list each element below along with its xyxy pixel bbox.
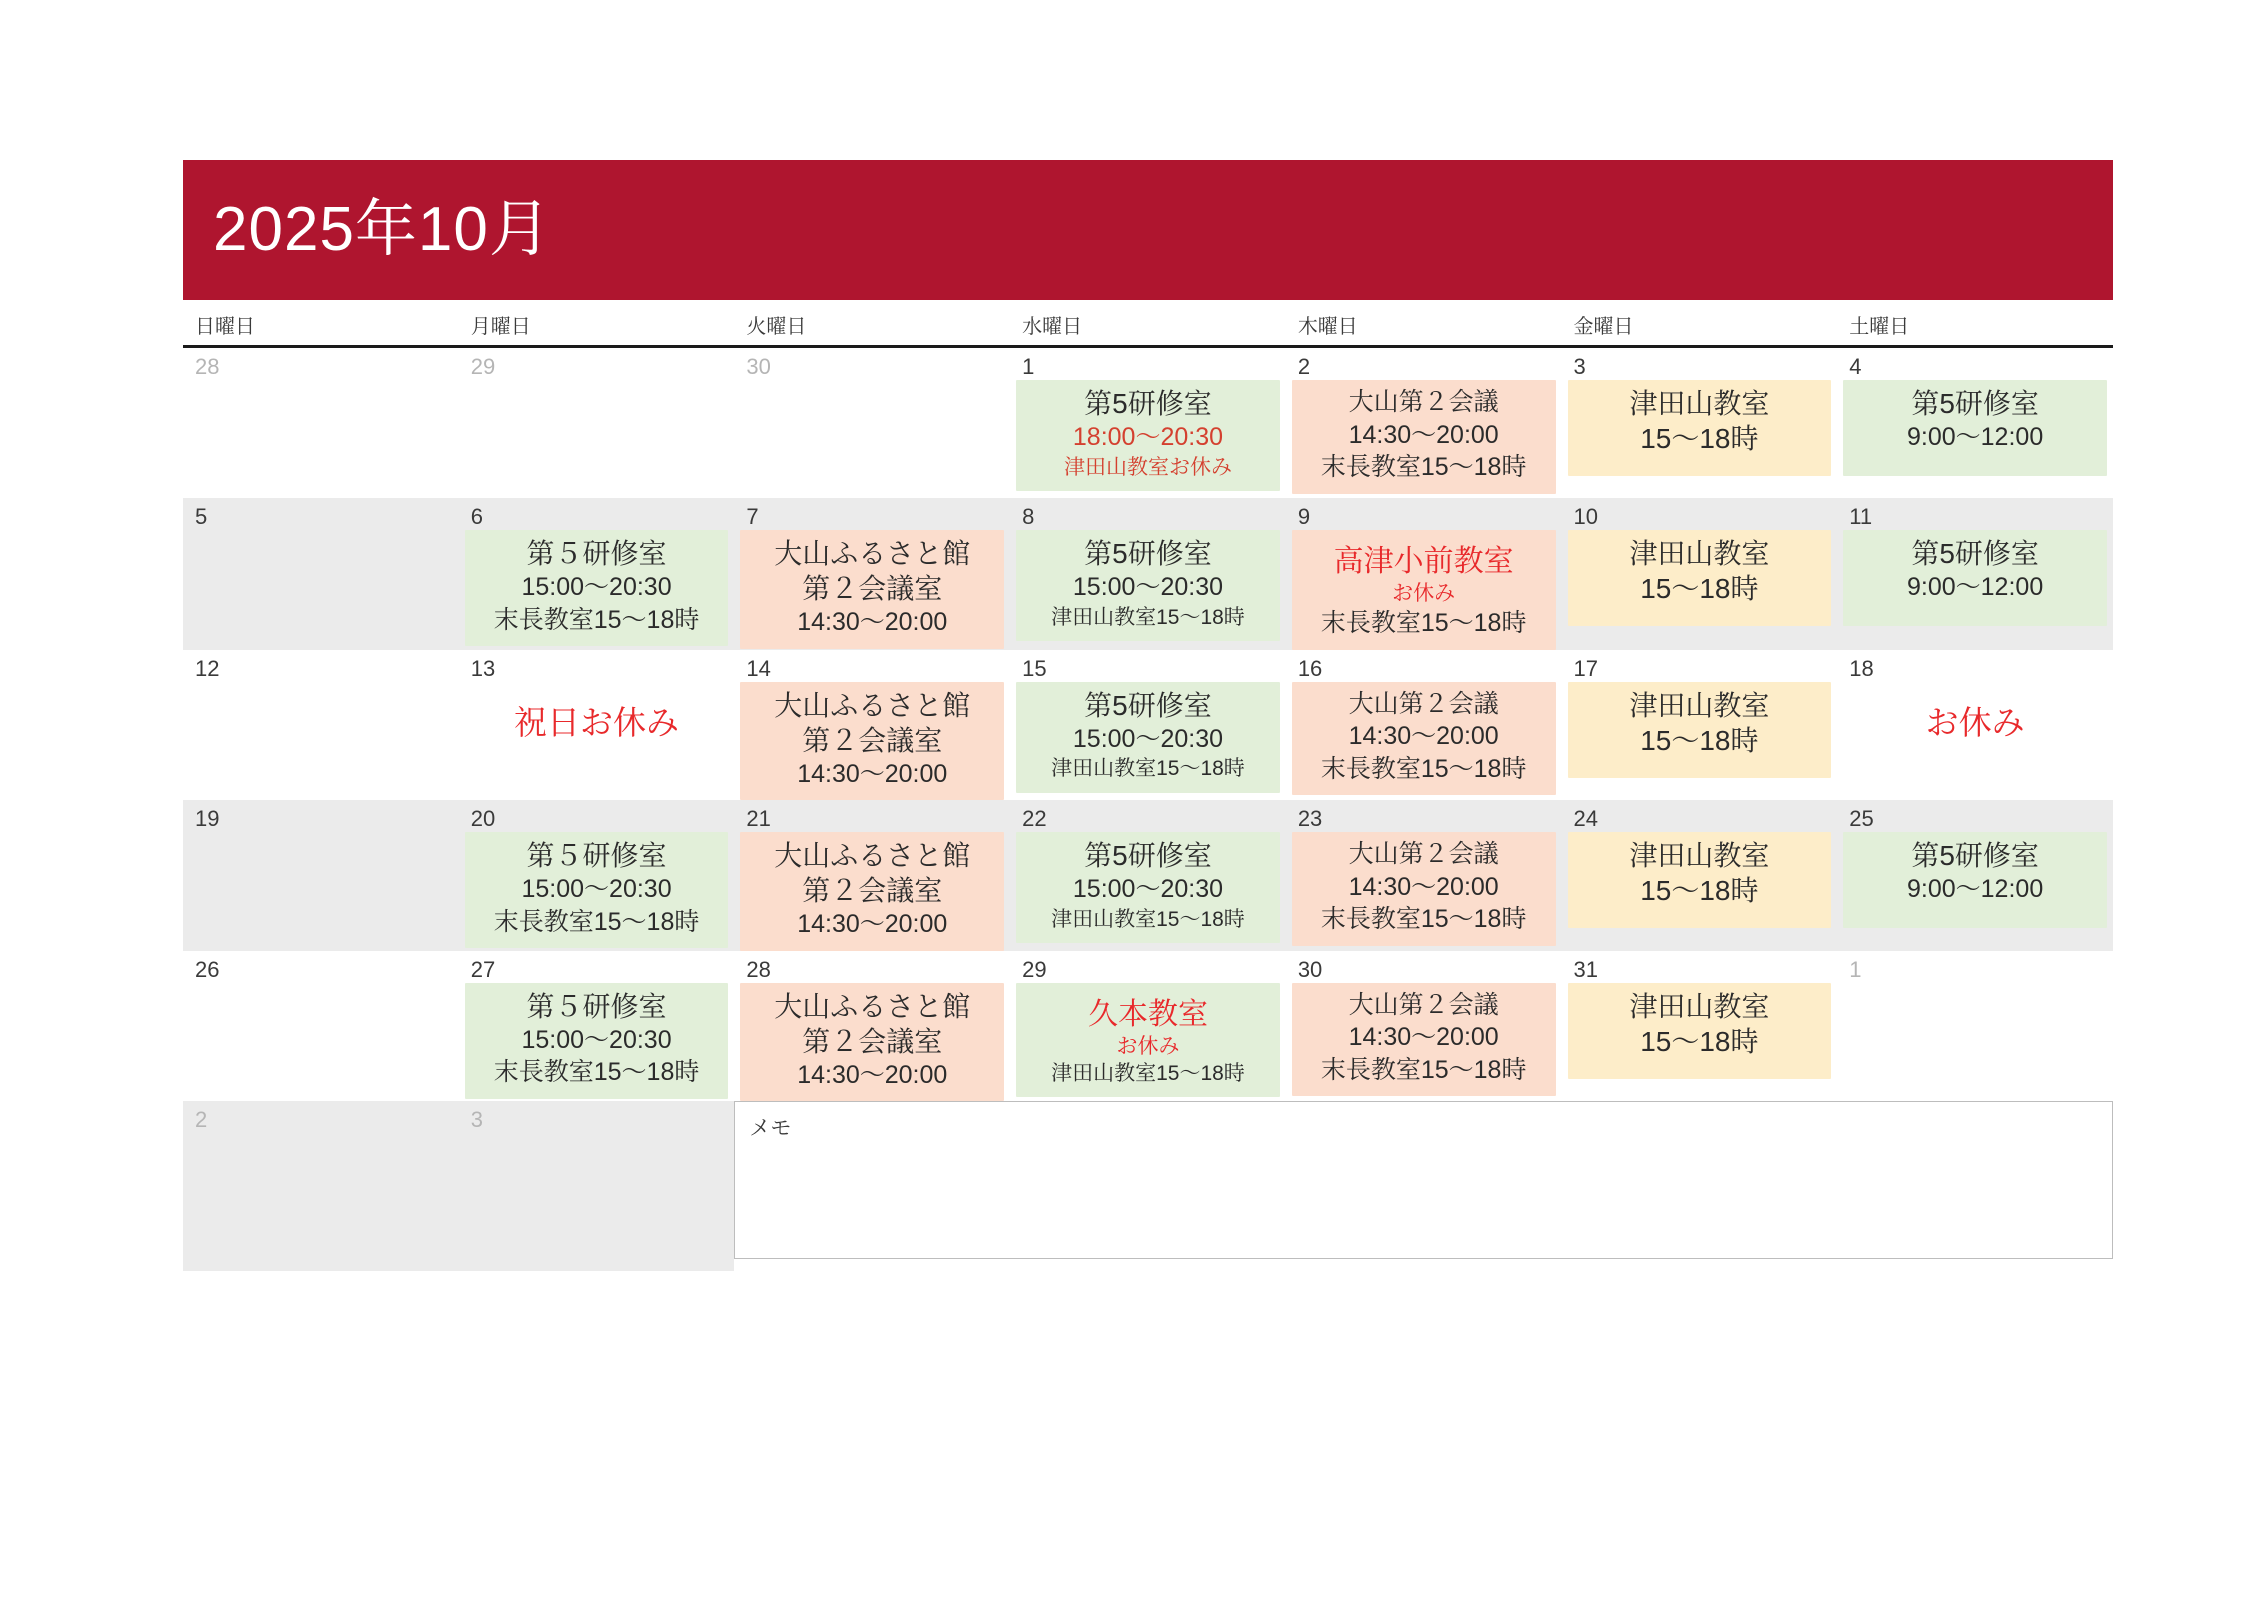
event-line: 第5研修室 xyxy=(1911,388,2039,419)
event-line: 津田山教室お休み xyxy=(1063,455,1232,479)
event-line: 津田山教室 xyxy=(1629,990,1770,1022)
day-event-block[interactable] xyxy=(465,682,729,778)
event-line: 大山ふるさと館 xyxy=(774,840,971,872)
day-number: 27 xyxy=(470,956,496,982)
event-line: 第5研修室 xyxy=(1911,840,2039,872)
calendar-day-cell[interactable] xyxy=(1837,498,2113,650)
calendar-day-cell[interactable] xyxy=(1010,951,1286,1102)
day-number: 8 xyxy=(1022,504,1035,529)
title-banner xyxy=(183,160,2113,300)
calendar-week-row xyxy=(183,951,2113,1102)
day-event-block[interactable] xyxy=(740,983,1004,1102)
day-number: 5 xyxy=(195,504,208,529)
day-event-block[interactable] xyxy=(1843,380,2107,476)
event-line: 9:00～12:00 xyxy=(1907,423,2044,451)
calendar-day-cell[interactable] xyxy=(1837,951,2113,1102)
day-number: 21 xyxy=(746,806,771,832)
event-line: 第５研修室 xyxy=(526,538,667,569)
calendar-container xyxy=(183,160,2113,1271)
event-line: 第5研修室 xyxy=(1084,689,1212,721)
day-number: 11 xyxy=(1849,504,1873,529)
event-line: 第5研修室 xyxy=(1084,538,1212,569)
event-line: お休み xyxy=(1116,1034,1180,1058)
event-line: 14:30～20:00 xyxy=(797,759,948,788)
event-line: 津田山教室 xyxy=(1629,840,1770,872)
calendar-day-cell[interactable] xyxy=(734,498,1010,650)
event-line: 大山第２会議 xyxy=(1348,689,1499,718)
event-line: 14:30～20:00 xyxy=(797,1060,948,1089)
day-number: 17 xyxy=(1573,655,1598,681)
day-event-block[interactable] xyxy=(1843,832,2107,928)
event-line: 第２会議室 xyxy=(802,724,943,756)
day-number: 29 xyxy=(470,354,496,379)
event-line: 大山ふるさと館 xyxy=(774,538,971,569)
calendar-day-cell[interactable] xyxy=(459,1101,735,1271)
calendar-day-cell[interactable] xyxy=(734,951,1010,1102)
event-line: 津田山教室15～18時 xyxy=(1051,907,1245,931)
day-number: 1 xyxy=(1849,956,1862,982)
calendar-day-cell[interactable] xyxy=(1010,650,1286,801)
event-line: 15:00～20:30 xyxy=(1072,573,1224,601)
day-number: 12 xyxy=(195,655,220,681)
event-line: 末長教室15～18時 xyxy=(1320,609,1527,638)
day-event-block[interactable] xyxy=(1292,983,1556,1097)
day-number: 22 xyxy=(1022,806,1047,832)
day-number: 3 xyxy=(1573,354,1586,379)
calendar-day-cell[interactable] xyxy=(1286,951,1562,1102)
calendar-day-cell[interactable] xyxy=(1837,347,2113,499)
event-line: 末長教室15～18時 xyxy=(1320,905,1527,934)
event-line: 末長教室15～18時 xyxy=(1320,754,1527,783)
day-number: 18 xyxy=(1849,655,1874,681)
event-line: 大山第２会議 xyxy=(1348,990,1499,1019)
day-number: 30 xyxy=(746,354,771,379)
calendar-day-cell[interactable] xyxy=(1286,498,1562,650)
calendar-table xyxy=(183,300,2113,1271)
day-number: 25 xyxy=(1849,806,1874,832)
event-line: 祝日お休み xyxy=(514,703,680,741)
calendar-week-row xyxy=(183,498,2113,650)
event-line: 14:30～20:00 xyxy=(1348,420,1499,449)
event-line: 津田山教室15～18時 xyxy=(1051,757,1245,781)
calendar-day-cell[interactable] xyxy=(1837,800,2113,951)
day-number: 1 xyxy=(1022,354,1035,379)
calendar-day-cell[interactable] xyxy=(1562,951,1838,1102)
weekday-header-sat: 土曜日 xyxy=(1837,300,2113,347)
weekday-header-thu: 木曜日 xyxy=(1286,300,1562,347)
event-line: 末長教室15～18時 xyxy=(493,605,700,634)
day-event-block[interactable] xyxy=(465,983,729,1099)
day-number: 26 xyxy=(195,956,220,982)
event-line: 第２会議室 xyxy=(802,1025,943,1057)
day-number: 19 xyxy=(195,806,220,832)
calendar-day-cell[interactable] xyxy=(183,1101,459,1271)
calendar-body xyxy=(183,347,2113,1272)
event-line: 第５研修室 xyxy=(526,840,667,872)
day-event-block[interactable] xyxy=(465,530,729,646)
day-event-block[interactable] xyxy=(740,530,1004,649)
memo-row xyxy=(183,1101,2113,1271)
day-number: 29 xyxy=(1022,956,1047,982)
event-line: 15～18時 xyxy=(1640,724,1759,756)
event-line: 津田山教室15～18時 xyxy=(1051,1062,1245,1086)
calendar-week-row xyxy=(183,800,2113,951)
event-line: 14:30～20:00 xyxy=(1348,872,1499,901)
calendar-day-cell[interactable] xyxy=(459,650,735,801)
calendar-day-cell[interactable] xyxy=(183,347,459,499)
day-event-block[interactable] xyxy=(740,682,1004,801)
event-line: 大山第２会議 xyxy=(1348,388,1499,416)
day-event-block[interactable] xyxy=(1016,380,1280,491)
day-event-block[interactable] xyxy=(1016,832,1280,943)
weekday-header-row xyxy=(183,300,2113,347)
calendar-day-cell[interactable] xyxy=(1286,650,1562,801)
calendar-day-cell[interactable] xyxy=(1010,498,1286,650)
event-line: 末長教室15～18時 xyxy=(1320,1055,1527,1084)
day-event-block[interactable] xyxy=(1292,682,1556,796)
event-line: 津田山教室 xyxy=(1629,538,1770,569)
day-number: 23 xyxy=(1297,806,1323,832)
day-number: 28 xyxy=(195,354,220,379)
calendar-day-cell[interactable] xyxy=(459,951,735,1102)
event-line: 14:30～20:00 xyxy=(1348,722,1499,751)
day-number: 16 xyxy=(1297,655,1323,681)
event-line: 末長教室15～18時 xyxy=(1320,453,1527,481)
weekday-header-tue: 火曜日 xyxy=(734,300,1010,347)
event-line: 第5研修室 xyxy=(1084,388,1212,419)
day-number: 20 xyxy=(470,806,496,832)
calendar-day-cell[interactable] xyxy=(734,650,1010,801)
event-line: 15～18時 xyxy=(1640,875,1759,907)
calendar-day-cell[interactable] xyxy=(1010,800,1286,951)
day-number: 13 xyxy=(470,655,496,681)
event-line: 大山ふるさと館 xyxy=(774,990,971,1022)
event-line: 9:00～12:00 xyxy=(1907,875,2044,904)
event-line: 津田山教室 xyxy=(1629,689,1770,721)
day-event-block[interactable] xyxy=(1016,682,1280,793)
weekday-header-wed: 水曜日 xyxy=(1010,300,1286,347)
calendar-week-row xyxy=(183,347,2113,499)
event-line: 津田山教室15～18時 xyxy=(1051,605,1245,629)
day-event-block[interactable] xyxy=(740,832,1004,951)
event-line: 15～18時 xyxy=(1640,423,1759,454)
day-event-block[interactable] xyxy=(1292,832,1556,946)
day-number: 28 xyxy=(746,956,771,982)
calendar-day-cell[interactable] xyxy=(183,650,459,801)
day-number: 9 xyxy=(1297,504,1311,529)
event-line: 15:00～20:30 xyxy=(521,573,672,601)
day-number: 31 xyxy=(1573,956,1598,982)
day-event-block[interactable] xyxy=(1568,682,1832,778)
calendar-day-cell[interactable] xyxy=(183,498,459,650)
day-event-block[interactable] xyxy=(1292,380,1556,494)
event-line: 津田山教室 xyxy=(1629,388,1770,419)
calendar-day-cell[interactable] xyxy=(1286,347,1562,499)
event-line: 大山ふるさと館 xyxy=(774,689,971,721)
calendar-day-cell[interactable] xyxy=(459,800,735,951)
day-number: 6 xyxy=(470,504,483,529)
calendar-day-cell[interactable] xyxy=(734,800,1010,951)
day-event-block[interactable] xyxy=(465,832,729,948)
day-event-block[interactable] xyxy=(1016,530,1280,641)
weekday-header-sun: 日曜日 xyxy=(183,300,459,347)
event-line: 大山第２会議 xyxy=(1348,840,1499,869)
calendar-day-cell[interactable] xyxy=(1286,800,1562,951)
day-number: 4 xyxy=(1849,354,1862,379)
day-number: 15 xyxy=(1022,655,1047,681)
day-number: 2 xyxy=(1297,354,1311,379)
event-line: 15:00～20:30 xyxy=(1072,875,1224,904)
event-line: 第２会議室 xyxy=(802,875,943,907)
day-event-block[interactable] xyxy=(1568,983,1832,1079)
calendar-day-cell[interactable] xyxy=(183,951,459,1102)
event-line: 末長教室15～18時 xyxy=(493,907,700,936)
event-line: 末長教室15～18時 xyxy=(493,1058,700,1087)
calendar-day-cell[interactable] xyxy=(459,347,735,499)
calendar-day-cell[interactable] xyxy=(1562,498,1838,650)
calendar-day-cell[interactable] xyxy=(1562,650,1838,801)
day-number: 7 xyxy=(746,504,759,529)
event-line: 9:00～12:00 xyxy=(1907,573,2044,601)
event-line: 久本教室 xyxy=(1087,997,1208,1031)
page-title: 2025年10月 xyxy=(213,195,552,264)
event-line: お休み xyxy=(1392,582,1456,605)
calendar-day-cell[interactable] xyxy=(1010,347,1286,499)
event-line: 第２会議室 xyxy=(802,573,943,604)
calendar-day-cell[interactable] xyxy=(1837,650,2113,801)
event-line: 15:00～20:30 xyxy=(1072,724,1224,753)
weekday-header-fri: 金曜日 xyxy=(1562,300,1838,347)
memo-field[interactable]: メモ xyxy=(734,1101,2113,1259)
calendar-day-cell[interactable] xyxy=(1562,800,1838,951)
day-event-block[interactable] xyxy=(1843,682,2107,778)
event-line: 18:00～20:30 xyxy=(1072,423,1224,451)
day-event-block[interactable] xyxy=(1568,380,1832,476)
calendar-day-cell[interactable] xyxy=(459,498,735,650)
event-line: 14:30～20:00 xyxy=(797,608,948,636)
event-line: 15～18時 xyxy=(1640,1025,1759,1057)
calendar-week-row xyxy=(183,650,2113,801)
event-line: 15:00～20:30 xyxy=(521,875,672,904)
event-line: 第5研修室 xyxy=(1911,538,2039,569)
calendar-day-cell[interactable] xyxy=(183,800,459,951)
day-number: 30 xyxy=(1297,956,1323,982)
day-event-block[interactable] xyxy=(1568,530,1832,626)
weekday-header-mon: 月曜日 xyxy=(459,300,735,347)
day-number: 24 xyxy=(1573,806,1598,832)
day-event-block[interactable] xyxy=(1292,530,1556,650)
memo-cell xyxy=(734,1101,2113,1271)
day-number: 3 xyxy=(470,1107,483,1133)
day-number: 14 xyxy=(746,655,771,681)
event-line: 第５研修室 xyxy=(526,990,667,1022)
event-line: 14:30～20:00 xyxy=(1348,1023,1499,1052)
calendar-day-cell[interactable] xyxy=(734,347,1010,499)
event-line: 15～18時 xyxy=(1640,573,1759,604)
event-line: 15:00～20:30 xyxy=(521,1025,672,1054)
event-line: 高津小前教室 xyxy=(1333,545,1514,578)
day-event-block[interactable] xyxy=(1016,983,1280,1098)
day-event-block[interactable] xyxy=(1843,530,2107,626)
event-line: 第5研修室 xyxy=(1084,840,1212,872)
day-number: 2 xyxy=(195,1107,208,1133)
day-number: 10 xyxy=(1573,504,1598,529)
event-line: 14:30～20:00 xyxy=(797,910,948,939)
calendar-day-cell[interactable] xyxy=(1562,347,1838,499)
event-line: お休み xyxy=(1925,703,2025,741)
day-event-block[interactable] xyxy=(1568,832,1832,928)
